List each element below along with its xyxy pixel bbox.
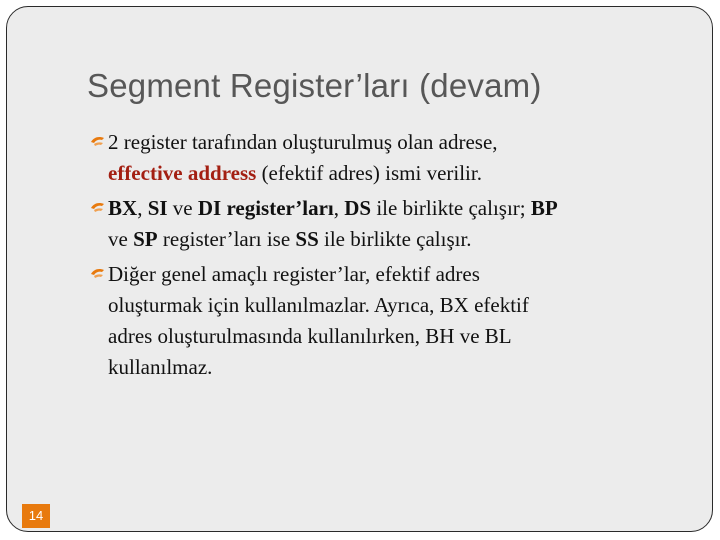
bullet-item xyxy=(91,259,691,383)
bullet-line: kullanılmaz. xyxy=(108,355,213,379)
bullet-line: ve SP register’ları ise SS ile birlikte çalışır. xyxy=(108,227,472,251)
bullet-line: adres oluşturulmasında kullanılırken, BH ve BL xyxy=(108,324,512,348)
bullet-line: 2 register tarafından oluşturulmuş olan adrese, xyxy=(108,130,498,154)
bullet-item xyxy=(91,127,691,189)
ribbon-bullet-icon xyxy=(90,133,106,149)
bullet-line: effective address (efektif adres) ismi verilir. xyxy=(108,161,482,185)
ribbon-bullet-icon xyxy=(90,265,106,281)
ribbon-bullet-icon xyxy=(90,199,106,215)
bullet-line: oluşturmak için kullanılmazlar. Ayrıca, BX efektif xyxy=(108,293,529,317)
slide xyxy=(6,6,713,532)
effective-address-term: effective address xyxy=(108,161,257,185)
bullet-line: Diğer genel amaçlı register’lar, efektif adres xyxy=(108,262,480,286)
bullet-item xyxy=(91,193,691,255)
slide-title: Segment Register’ları (devam) xyxy=(87,67,542,104)
bullet-line: BX, SI ve DI register’ları, DS ile birlikte çalışır; BP xyxy=(108,196,558,220)
slide-content xyxy=(91,127,691,387)
page-number-badge: 14 xyxy=(22,504,50,528)
